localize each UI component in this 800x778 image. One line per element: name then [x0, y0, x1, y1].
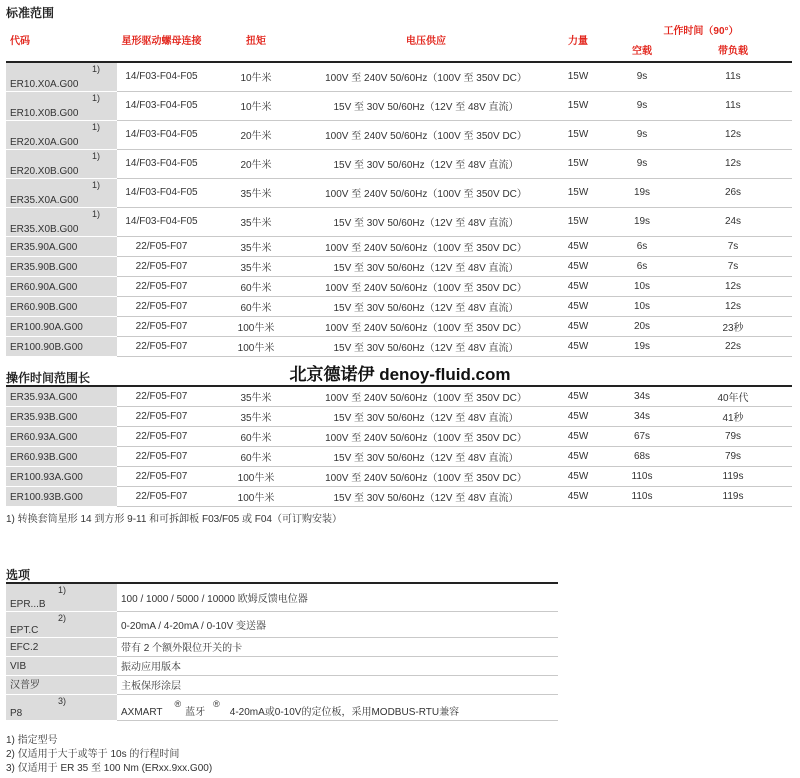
option-row [6, 637, 558, 656]
option-row [6, 611, 558, 637]
torque-cell: 60牛米 [240, 432, 272, 444]
connection-cell: 14/F03-F04-F05 [125, 158, 198, 169]
torque-cell: 100牛米 [237, 472, 275, 484]
option-description [117, 694, 558, 720]
torque-cell: 100牛米 [237, 342, 275, 354]
col-header-no-load: 空载 [610, 41, 674, 62]
note-item: 3) 仅适用于 ER 35 至 100 Nm (ERxx.9xx.G00) [6, 763, 213, 774]
connection-cell: 14/F03-F04-F05 [125, 71, 198, 83]
code-cell [6, 178, 117, 207]
table-row [6, 336, 792, 356]
power-cell: 45W [567, 410, 589, 422]
model-code: ER35.93A.G00 [10, 391, 78, 403]
no-load-time-cell: 6s [636, 240, 648, 252]
load-time-cell: 12s [724, 158, 742, 169]
col-header-torque: 扭矩 [206, 22, 306, 62]
footnote-marker: 1) [58, 585, 67, 595]
code-cell [6, 446, 117, 466]
option-row [6, 656, 558, 675]
voltage-cell: 100V 至 240V 50/60Hz（100V 至 350V DC） [325, 73, 527, 85]
connection-cell: 22/F05-F07 [135, 240, 188, 252]
code-cell [6, 386, 117, 406]
connection-cell: 22/F05-F07 [135, 340, 188, 352]
registered-mark: ® [174, 698, 182, 709]
table-row [6, 296, 792, 316]
footnote-marker: 1) [92, 92, 101, 103]
code-cell [6, 256, 117, 276]
col-header-code: 代码 [6, 22, 117, 62]
footnote-marker: 2) [58, 612, 67, 623]
no-load-time-cell: 19s [633, 340, 651, 352]
model-code: ER20.X0A.G00 [10, 136, 79, 148]
torque-cell: 100牛米 [237, 492, 275, 504]
option-desc-part: 4-20mA或0-10V的定位板，采用MODBUS-RTU兼容 [229, 706, 460, 718]
power-cell: 45W [567, 300, 589, 312]
power-cell: 45W [567, 470, 589, 482]
connection-cell: 22/F05-F07 [135, 300, 188, 312]
section-title-options: 选项 [6, 568, 31, 582]
power-cell: 15W [567, 216, 589, 227]
model-code: ER60.90A.G00 [10, 281, 78, 293]
load-time-cell: 12s [724, 129, 742, 140]
code-cell [6, 426, 117, 446]
table-row [6, 178, 792, 207]
option-key: EFC.2 [10, 641, 39, 653]
power-cell: 45W [567, 490, 589, 502]
col-header-star-connection: 星形驱动螺母连接 [117, 22, 206, 62]
voltage-cell: 100V 至 240V 50/60Hz（100V 至 350V DC） [325, 392, 527, 404]
code-cell [6, 91, 117, 120]
voltage-cell: 15V 至 30V 50/60Hz（12V 至 48V 直流） [333, 218, 519, 229]
connection-cell: 22/F05-F07 [135, 470, 188, 482]
table-row [6, 149, 792, 178]
connection-cell: 14/F03-F04-F05 [125, 100, 198, 111]
load-time-cell: 12s [724, 280, 742, 292]
code-cell [6, 276, 117, 296]
table-row [6, 446, 792, 466]
code-cell [6, 406, 117, 426]
connection-cell: 22/F05-F07 [135, 490, 188, 502]
model-code: ER35.90B.G00 [10, 261, 78, 273]
model-code: ER60.90B.G00 [10, 301, 78, 313]
option-key: EPT.C [10, 624, 39, 636]
torque-cell: 35牛米 [240, 218, 272, 229]
col-header-voltage: 电压供应 [306, 22, 546, 62]
voltage-cell: 15V 至 30V 50/60Hz（12V 至 48V 直流） [333, 452, 519, 464]
table-row [6, 426, 792, 446]
load-time-cell: 24s [724, 216, 742, 227]
option-key-cell [6, 583, 117, 611]
load-time-cell: 119s [722, 470, 744, 482]
footnote-marker: 1) [92, 208, 101, 219]
code-cell [6, 236, 117, 256]
power-cell: 45W [567, 320, 589, 332]
table-row [6, 316, 792, 336]
voltage-cell: 100V 至 240V 50/60Hz（100V 至 350V DC） [325, 242, 527, 254]
table-row [6, 276, 792, 296]
torque-cell: 35牛米 [240, 412, 272, 424]
connection-cell: 22/F05-F07 [135, 260, 188, 272]
model-code: ER100.90A.G00 [10, 321, 83, 333]
torque-cell: 35牛米 [240, 262, 272, 274]
model-code: ER100.90B.G00 [10, 341, 83, 353]
option-key: 汉普罗 [10, 679, 40, 691]
power-cell: 15W [567, 71, 589, 83]
connection-cell: 14/F03-F04-F05 [125, 187, 198, 198]
power-cell: 45W [567, 280, 589, 292]
no-load-time-cell: 34s [633, 410, 651, 422]
load-time-cell: 79s [724, 450, 742, 462]
load-time-cell: 11s [725, 71, 741, 83]
connection-cell: 22/F05-F07 [135, 430, 188, 442]
note-item: 2) 仅适用于大于或等于 10s 的行程时间 [6, 749, 180, 760]
code-cell [6, 207, 117, 236]
footnote-marker: 1) [92, 64, 101, 74]
note-item: 1) 指定型号 [6, 735, 58, 746]
torque-cell: 60牛米 [240, 452, 272, 464]
load-time-cell: 22s [724, 340, 742, 352]
option-key: VIB [10, 660, 27, 672]
power-cell: 45W [567, 430, 589, 442]
load-time-cell: 26s [724, 187, 742, 198]
section-title-long-range: 操作时间范围长 [6, 371, 91, 385]
col-header-with-load: 带负载 [674, 41, 792, 62]
code-cell [6, 149, 117, 178]
model-code: ER60.93A.G00 [10, 431, 78, 443]
power-cell: 45W [567, 260, 589, 272]
code-cell [6, 486, 117, 506]
registered-mark: ® [213, 698, 220, 709]
connection-cell: 14/F03-F04-F05 [125, 129, 198, 140]
power-cell: 15W [567, 129, 589, 140]
no-load-time-cell: 9s [636, 100, 648, 111]
option-description: 带有 2 个额外限位开关的卡 [117, 637, 558, 656]
no-load-time-cell: 19s [633, 187, 651, 198]
option-row [6, 675, 558, 694]
footnote-marker: 1) [92, 121, 101, 132]
model-code: ER35.93B.G00 [10, 411, 78, 423]
code-cell [6, 466, 117, 486]
footnote-marker: 1) [92, 179, 101, 190]
option-desc-part: 蓝牙 [185, 706, 206, 718]
table-row [6, 386, 792, 406]
model-code: ER35.X0B.G00 [10, 223, 79, 235]
torque-cell: 35牛米 [240, 189, 272, 200]
voltage-cell: 100V 至 240V 50/60Hz（100V 至 350V DC） [325, 322, 527, 334]
no-load-time-cell: 20s [633, 320, 651, 332]
standard-range-table [6, 22, 792, 357]
model-code: ER10.X0A.G00 [10, 78, 79, 90]
torque-cell: 10牛米 [240, 102, 272, 113]
load-time-cell: 119s [722, 490, 744, 502]
power-cell: 15W [567, 100, 589, 111]
options-table [6, 582, 558, 721]
option-description: 0-20mA / 4-20mA / 0-10V 变送器 [117, 611, 558, 637]
connection-cell: 22/F05-F07 [135, 450, 188, 462]
power-cell: 45W [567, 390, 589, 402]
load-time-cell: 7s [727, 260, 739, 272]
long-range-table [6, 385, 792, 507]
footnote-marker: 3) [58, 695, 67, 706]
no-load-time-cell: 68s [633, 450, 651, 462]
section-title-standard: 标准范围 [6, 6, 55, 20]
load-time-cell: 7s [727, 240, 739, 252]
load-time-cell: 41秒 [722, 412, 744, 424]
code-cell [6, 336, 117, 356]
load-time-cell: 11s [725, 100, 741, 111]
voltage-cell: 100V 至 240V 50/60Hz（100V 至 350V DC） [325, 282, 527, 294]
option-row [6, 583, 558, 611]
footnote-marker: 1) [92, 150, 101, 161]
load-time-cell: 12s [724, 300, 742, 312]
option-key-cell [6, 675, 117, 694]
model-code: ER100.93A.G00 [10, 471, 83, 483]
torque-cell: 20牛米 [240, 131, 272, 142]
option-desc-part: AXMART [121, 706, 163, 718]
power-cell: 45W [567, 450, 589, 462]
model-code: ER35.90A.G00 [10, 241, 78, 253]
option-key: EPR...B [10, 598, 46, 610]
table-row [6, 466, 792, 486]
option-key-cell [6, 637, 117, 656]
option-key: P8 [10, 707, 23, 719]
torque-cell: 35牛米 [240, 392, 272, 404]
voltage-cell: 100V 至 240V 50/60Hz（100V 至 350V DC） [325, 189, 527, 200]
no-load-time-cell: 67s [633, 430, 651, 442]
table-row [6, 486, 792, 506]
table-row [6, 91, 792, 120]
model-code: ER35.X0A.G00 [10, 194, 79, 206]
torque-cell: 60牛米 [240, 282, 272, 294]
load-time-cell: 79s [724, 430, 742, 442]
connection-cell: 22/F05-F07 [135, 320, 188, 332]
col-header-power: 力量 [546, 22, 610, 62]
voltage-cell: 15V 至 30V 50/60Hz（12V 至 48V 直流） [333, 302, 519, 314]
voltage-cell: 15V 至 30V 50/60Hz（12V 至 48V 直流） [333, 342, 519, 354]
model-code: ER20.X0B.G00 [10, 165, 79, 177]
model-code: ER100.93B.G00 [10, 491, 83, 503]
voltage-cell: 100V 至 240V 50/60Hz（100V 至 350V DC） [325, 131, 527, 142]
code-cell [6, 296, 117, 316]
torque-cell: 100牛米 [237, 322, 275, 334]
torque-cell: 60牛米 [240, 302, 272, 314]
option-description: 振动应用版本 [117, 656, 558, 675]
option-key-cell [6, 656, 117, 675]
load-time-cell: 40年代 [717, 392, 749, 404]
code-cell [6, 62, 117, 91]
table-row [6, 62, 792, 91]
model-code: ER60.93B.G00 [10, 451, 78, 463]
table-row [6, 406, 792, 426]
code-cell [6, 316, 117, 336]
connection-cell: 22/F05-F07 [135, 410, 188, 422]
option-key-cell [6, 611, 117, 637]
no-load-time-cell: 110s [631, 470, 653, 482]
torque-cell: 10牛米 [240, 73, 272, 85]
power-cell: 15W [567, 187, 589, 198]
no-load-time-cell: 9s [636, 71, 648, 83]
model-code: ER10.X0B.G00 [10, 107, 79, 119]
connection-cell: 22/F05-F07 [135, 390, 188, 402]
no-load-time-cell: 34s [633, 390, 651, 402]
option-row [6, 694, 558, 720]
code-cell [6, 120, 117, 149]
no-load-time-cell: 10s [633, 280, 651, 292]
table-row [6, 207, 792, 236]
voltage-cell: 15V 至 30V 50/60Hz（12V 至 48V 直流） [333, 102, 519, 113]
voltage-cell: 15V 至 30V 50/60Hz（12V 至 48V 直流） [333, 262, 519, 274]
connection-cell: 22/F05-F07 [135, 280, 188, 292]
voltage-cell: 15V 至 30V 50/60Hz（12V 至 48V 直流） [333, 492, 519, 504]
no-load-time-cell: 9s [636, 158, 648, 169]
connection-cell: 14/F03-F04-F05 [125, 216, 198, 227]
no-load-time-cell: 110s [631, 490, 653, 502]
voltage-cell: 100V 至 240V 50/60Hz（100V 至 350V DC） [325, 432, 527, 444]
torque-cell: 35牛米 [240, 242, 272, 254]
load-time-cell: 23秒 [722, 322, 744, 334]
table-row [6, 256, 792, 276]
table-row [6, 236, 792, 256]
voltage-cell: 15V 至 30V 50/60Hz（12V 至 48V 直流） [333, 160, 519, 171]
option-description: 100 / 1000 / 5000 / 10000 欧姆反馈电位器 [117, 583, 558, 611]
power-cell: 15W [567, 158, 589, 169]
option-key-cell [6, 694, 117, 720]
table-row [6, 120, 792, 149]
watermark-text: 北京德诺伊 denoy-fluid.com [289, 365, 511, 384]
no-load-time-cell: 10s [633, 300, 651, 312]
voltage-cell: 15V 至 30V 50/60Hz（12V 至 48V 直流） [333, 412, 519, 424]
option-description: 主板保形涂层 [117, 675, 558, 694]
power-cell: 45W [567, 340, 589, 352]
no-load-time-cell: 9s [636, 129, 648, 140]
torque-cell: 20牛米 [240, 160, 272, 171]
voltage-cell: 100V 至 240V 50/60Hz（100V 至 350V DC） [325, 472, 527, 484]
no-load-time-cell: 19s [633, 216, 651, 227]
power-cell: 45W [567, 240, 589, 252]
table-footnote: 1) 转换套筒星形 14 到方形 9-11 和可拆卸板 F03/F05 或 F04（可订购安装） [6, 514, 342, 525]
col-header-operating-time: 工作时间（90°） [663, 26, 739, 38]
no-load-time-cell: 6s [636, 260, 648, 272]
